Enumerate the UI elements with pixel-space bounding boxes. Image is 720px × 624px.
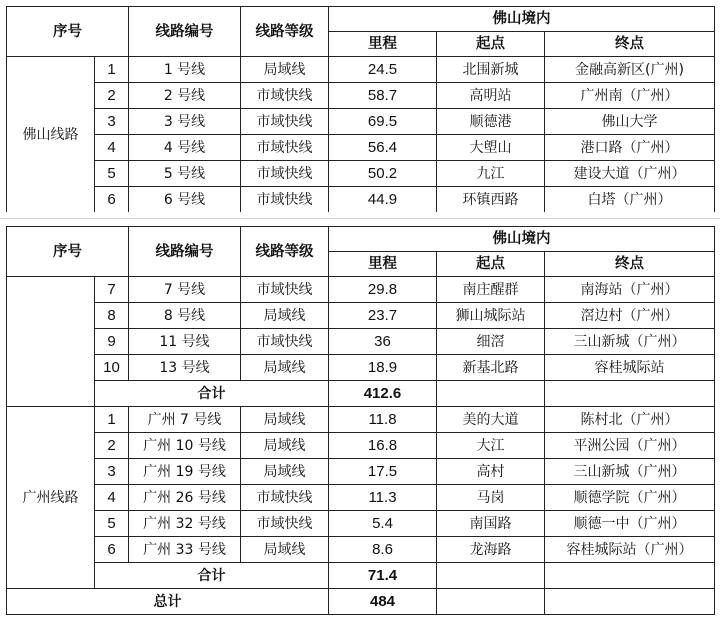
header-length: 里程 xyxy=(329,32,437,57)
header-end: 终点 xyxy=(545,252,715,277)
line-start: 九江 xyxy=(437,161,545,187)
line-length: 16.8 xyxy=(329,433,437,459)
subtotal-row-foshan xyxy=(7,381,715,407)
line-length: 5.4 xyxy=(329,511,437,537)
subtotal-label: 合计 xyxy=(95,563,329,589)
empty-cell xyxy=(437,563,545,589)
subtotal-row-guangzhou xyxy=(7,563,715,589)
line-grade: 局域线 xyxy=(241,57,329,83)
line-end: 顺德一中（广州） xyxy=(545,511,715,537)
line-start: 狮山城际站 xyxy=(437,303,545,329)
table-row xyxy=(7,329,715,355)
line-code: 6 号线 xyxy=(129,187,241,213)
header-row xyxy=(7,227,715,252)
line-length: 69.5 xyxy=(329,109,437,135)
header-seq: 序号 xyxy=(7,227,129,277)
line-length: 36 xyxy=(329,329,437,355)
line-end: 建设大道（广州） xyxy=(545,161,715,187)
header-line-code: 线路编号 xyxy=(129,227,241,277)
row-no: 7 xyxy=(95,277,129,303)
grand-total-value: 484 xyxy=(329,589,437,615)
row-no: 2 xyxy=(95,83,129,109)
row-no: 4 xyxy=(95,135,129,161)
table-row xyxy=(7,57,715,83)
line-end: 顺德学院（广州） xyxy=(545,485,715,511)
line-start: 南国路 xyxy=(437,511,545,537)
line-code: 广州 10 号线 xyxy=(129,433,241,459)
subtotal-value: 71.4 xyxy=(329,563,437,589)
line-code: 5 号线 xyxy=(129,161,241,187)
line-end: 三山新城（广州） xyxy=(545,329,715,355)
line-code: 11 号线 xyxy=(129,329,241,355)
page-break-divider xyxy=(0,218,720,219)
line-end: 平洲公园（广州） xyxy=(545,433,715,459)
row-no: 3 xyxy=(95,459,129,485)
line-start: 细滘 xyxy=(437,329,545,355)
line-code: 8 号线 xyxy=(129,303,241,329)
line-code: 广州 33 号线 xyxy=(129,537,241,563)
table-row xyxy=(7,407,715,433)
header-line-code: 线路编号 xyxy=(129,7,241,57)
line-grade: 市域快线 xyxy=(241,277,329,303)
table-row xyxy=(7,511,715,537)
line-start: 高明站 xyxy=(437,83,545,109)
line-length: 11.3 xyxy=(329,485,437,511)
subtotal-value: 412.6 xyxy=(329,381,437,407)
page-break-gap xyxy=(0,212,720,226)
line-end: 容桂城际站 xyxy=(545,355,715,381)
line-code: 1 号线 xyxy=(129,57,241,83)
line-start: 北围新城 xyxy=(437,57,545,83)
header-row xyxy=(7,7,715,32)
table-row xyxy=(7,485,715,511)
line-grade: 市域快线 xyxy=(241,485,329,511)
line-grade: 局域线 xyxy=(241,407,329,433)
header-start: 起点 xyxy=(437,32,545,57)
table-row xyxy=(7,355,715,381)
line-start: 顺德港 xyxy=(437,109,545,135)
line-grade: 局域线 xyxy=(241,537,329,563)
header-foshan-section: 佛山境内 xyxy=(329,227,715,252)
line-start: 南庄醒群 xyxy=(437,277,545,303)
row-no: 6 xyxy=(95,187,129,213)
empty-cell xyxy=(437,381,545,407)
line-start: 美的大道 xyxy=(437,407,545,433)
header-seq: 序号 xyxy=(7,7,129,57)
line-length: 11.8 xyxy=(329,407,437,433)
row-no: 5 xyxy=(95,161,129,187)
row-no: 4 xyxy=(95,485,129,511)
header-end: 终点 xyxy=(545,32,715,57)
row-no: 3 xyxy=(95,109,129,135)
line-end: 容桂城际站（广州） xyxy=(545,537,715,563)
row-no: 1 xyxy=(95,407,129,433)
table-row xyxy=(7,161,715,187)
line-start: 高村 xyxy=(437,459,545,485)
line-start: 环镇西路 xyxy=(437,187,545,213)
empty-cell xyxy=(545,589,715,615)
line-end: 广州南（广州） xyxy=(545,83,715,109)
line-code: 广州 32 号线 xyxy=(129,511,241,537)
empty-cell xyxy=(545,563,715,589)
line-grade: 市域快线 xyxy=(241,135,329,161)
subtotal-label: 合计 xyxy=(95,381,329,407)
line-start: 新基北路 xyxy=(437,355,545,381)
table-row xyxy=(7,303,715,329)
line-end: 港口路（广州） xyxy=(545,135,715,161)
line-code: 7 号线 xyxy=(129,277,241,303)
row-no: 9 xyxy=(95,329,129,355)
line-grade: 局域线 xyxy=(241,303,329,329)
group-label-guangzhou: 广州线路 xyxy=(7,407,95,589)
empty-cell xyxy=(545,381,715,407)
line-grade: 局域线 xyxy=(241,459,329,485)
line-length: 44.9 xyxy=(329,187,437,213)
line-end: 佛山大学 xyxy=(545,109,715,135)
line-start: 大塱山 xyxy=(437,135,545,161)
row-no: 6 xyxy=(95,537,129,563)
line-grade: 局域线 xyxy=(241,433,329,459)
rail-lines-table-part-1 xyxy=(6,6,715,213)
table-row xyxy=(7,109,715,135)
grand-total-label: 总计 xyxy=(7,589,329,615)
header-line-grade: 线路等级 xyxy=(241,227,329,277)
line-length: 50.2 xyxy=(329,161,437,187)
line-end: 三山新城（广州） xyxy=(545,459,715,485)
line-grade: 局域线 xyxy=(241,355,329,381)
table-row xyxy=(7,433,715,459)
line-length: 29.8 xyxy=(329,277,437,303)
row-no: 5 xyxy=(95,511,129,537)
line-length: 18.9 xyxy=(329,355,437,381)
line-grade: 市域快线 xyxy=(241,109,329,135)
line-grade: 市域快线 xyxy=(241,511,329,537)
line-code: 2 号线 xyxy=(129,83,241,109)
line-start: 大江 xyxy=(437,433,545,459)
row-no: 10 xyxy=(95,355,129,381)
rail-lines-table-part-2 xyxy=(6,226,715,615)
row-no: 8 xyxy=(95,303,129,329)
empty-cell xyxy=(437,589,545,615)
line-end: 滘边村（广州） xyxy=(545,303,715,329)
table-row xyxy=(7,537,715,563)
header-length: 里程 xyxy=(329,252,437,277)
header-start: 起点 xyxy=(437,252,545,277)
header-foshan-section: 佛山境内 xyxy=(329,7,715,32)
line-code: 13 号线 xyxy=(129,355,241,381)
table-row xyxy=(7,459,715,485)
line-grade: 市域快线 xyxy=(241,83,329,109)
group-label-foshan: 佛山线路 xyxy=(7,57,95,213)
row-no: 1 xyxy=(95,57,129,83)
line-code: 4 号线 xyxy=(129,135,241,161)
table-row xyxy=(7,277,715,303)
line-length: 8.6 xyxy=(329,537,437,563)
line-length: 56.4 xyxy=(329,135,437,161)
table-row xyxy=(7,187,715,213)
line-start: 马岗 xyxy=(437,485,545,511)
line-code: 3 号线 xyxy=(129,109,241,135)
line-length: 24.5 xyxy=(329,57,437,83)
line-grade: 市域快线 xyxy=(241,161,329,187)
table-row xyxy=(7,135,715,161)
line-code: 广州 7 号线 xyxy=(129,407,241,433)
line-start: 龙海路 xyxy=(437,537,545,563)
line-code: 广州 19 号线 xyxy=(129,459,241,485)
line-code: 广州 26 号线 xyxy=(129,485,241,511)
line-length: 58.7 xyxy=(329,83,437,109)
line-length: 23.7 xyxy=(329,303,437,329)
table-row xyxy=(7,83,715,109)
line-grade: 市域快线 xyxy=(241,329,329,355)
group-label-foshan-continued xyxy=(7,277,95,407)
grand-total-row xyxy=(7,589,715,615)
header-line-grade: 线路等级 xyxy=(241,7,329,57)
line-length: 17.5 xyxy=(329,459,437,485)
line-end: 南海站（广州） xyxy=(545,277,715,303)
line-end: 白塔（广州） xyxy=(545,187,715,213)
row-no: 2 xyxy=(95,433,129,459)
line-grade: 市域快线 xyxy=(241,187,329,213)
line-end: 金融高新区(广州) xyxy=(545,57,715,83)
line-end: 陈村北（广州） xyxy=(545,407,715,433)
